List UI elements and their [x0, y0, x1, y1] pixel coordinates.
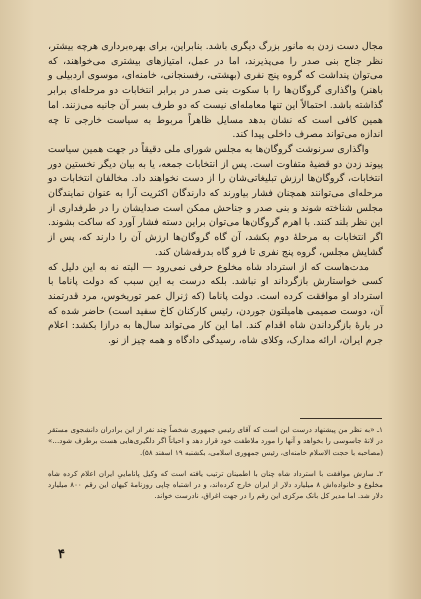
footnote-divider [300, 418, 382, 419]
paragraph: مدت‌هاست که از استرداد شاه مخلوع حرفی نمی‌رود — البته نه به این دلیل که کسی خواستارش بازگرداند او نباشد. بلکه درست به این سبب که دولت پاناما با استرداد او موافقت کرده است. دولت پاناما (که ژنرال عمر توریخوس، مرد قدرتمند آن، دوست صمیمی هامیلتون جوردن، رئیس کارکنان کاخ سفید است) حاضر شده که در بارهٔ بازگرداندن شاه اقدام کند. اما این کار می‌تواند سال‌ها به درازا بکشد: اعلام جرم ایران، ارائه مدارک، وکلای شاه، رسیدگی دادگاه و همه چیز از نو. [48, 261, 383, 347]
footnotes [48, 424, 383, 512]
footnote: ۱ـ «به نظر من پیشنهاد درست این است که آقای رئیس جمهوری شخصاً چند نفر از این برادران دانشجوی مستقر در لانهٔ جاسوسی را بخواهد و آنها را مورد ملاطفت خود قرار دهد و احیاناً اگر دلگیری‌هایی هست برطرف شود...» (مصاحبه با حجت الاسلام خامنه‌ای، رئیس جمهوری اسلامی، بکشنبه ۱۹ اسفند ۵۸). [48, 425, 383, 457]
page-number: ۴ [58, 547, 65, 562]
paragraph: واگذاری سرنوشت گروگان‌ها به مجلس شورای ملی دقیقاً در جهت همین سیاست پیوند زدن دو قضیهٔ متفاوت است. پس از انتخابات جمعه، یا به بیان دیگر نخستین دور انتخابات، گروگان‌ها ارزش تبلیغاتی‌شان را از دست نخواهند داد. مخالفان انتخابات دو مرحله‌ای می‌توانند همچنان فشار بیاورند که دارندگان اکثریت آرا به عنوان نمایندگان مجلس شناخته شوند و بنی صدر و جناحش ممکن است صدایشان را در طرفداری از این نظر بلند کنند. با اهرم گروگان‌ها می‌توان براین دسته فشار آورد که ساکت بشوند. اگر انتخابات به مرحلهٔ دوم بکشد، آن گاه گروگان‌ها ارزش آن را دارند که، پس از گشایش مجلس، گروه پنج نفری تا فرو گاه بدرقه‌شان کند. [48, 143, 383, 258]
body-text [48, 40, 383, 349]
paragraph: مجال دست زدن به مانور بزرگ دیگری باشد. بنابراین، برای بهره‌برداری هرچه بیشتر، نظر جناح بنی صدر را می‌پذیرند، اما در عمل، امتیازهای بیشتری می‌خواهند، که می‌توان پنداشت که گروه پنج نفری (بهشتی، رفسنجانی، خامنه‌ای، موسوی اردبیلی و باهنر) واگذاری گروگان‌ها را با سکوت بنی صدر در برابر انتخابات دو مرحله‌ای برابر گذاشته باشد. احتمالاً این تنها معامله‌ای نیست که دو طرف بسر آن جانبه می‌زنند. اما همین کافی است که نشان بدهد مسایل ظاهراً مربوط به سیاست خارجی تا چه اندازه می‌تواند مصرف داخلی پیدا کند. [48, 41, 383, 141]
footnote: ۲ـ سازش موافقت با استرداد شاه چنان با اطمینان ترتیب یافته است که وکیل پاناماییِ ایران اعلام کرده شاه مخلوع و خانواده‌اش ۸ میلیارد دلار از ایران خارج کرده‌اند، و در اشتباه چاپی روزنامهٔ کیهان این رقم ۸۰۰ میلیارد دلار شد. اما مدیر کل بانک مرکزی این رقم را در جهت اغراق، نادرست خواند. [48, 468, 384, 501]
